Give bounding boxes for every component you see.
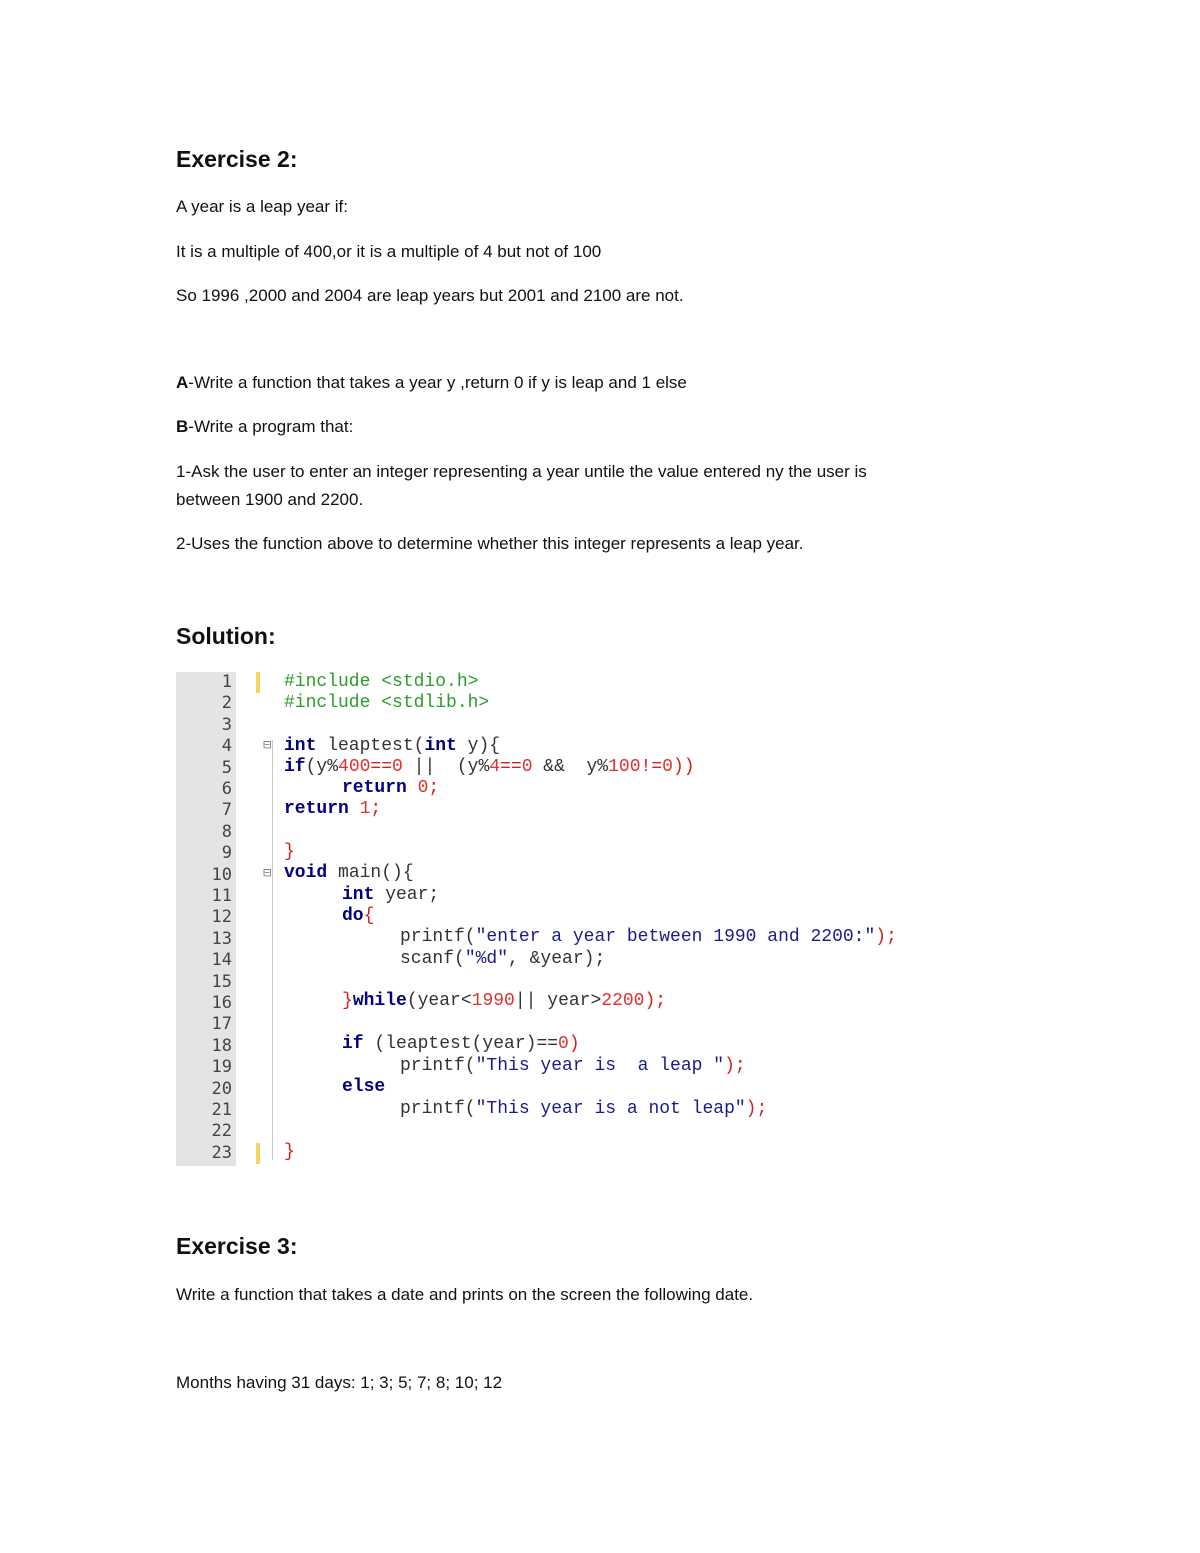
line-number: 15 (211, 972, 232, 992)
line-number: 6 (221, 779, 232, 799)
code-line-20: else (342, 1077, 386, 1097)
exercise-3-title: Exercise 3: (176, 1233, 298, 1259)
line-number: 7 (221, 800, 232, 820)
fold-collapse-icon: ⊟ (263, 865, 272, 881)
line-number: 22 (211, 1121, 232, 1141)
line-number: 23 (211, 1143, 232, 1163)
code-line-2: #include <stdlib.h> (284, 693, 490, 713)
code-line-16: }while(year<1990|| year>2200); (342, 991, 667, 1011)
line-number: 17 (211, 1014, 232, 1034)
line-number: 21 (211, 1100, 232, 1120)
code-line-9: } (284, 842, 295, 862)
step-1-line-1: 1-Ask the user to enter an integer representing a year untile the value entered ny the user is (176, 462, 867, 481)
change-marker-bottom (256, 1143, 260, 1164)
line-number: 5 (221, 758, 232, 778)
code-line-18: if (leaptest(year)==0) (342, 1034, 580, 1054)
line-number: 4 (221, 736, 232, 756)
line-number: 3 (221, 715, 232, 735)
change-marker-top (256, 672, 260, 693)
part-a-label: A (176, 373, 189, 392)
code-line-19: printf("This year is a leap "); (400, 1056, 746, 1076)
line-number: 18 (211, 1036, 232, 1056)
line-number: 14 (211, 950, 232, 970)
line-number: 20 (211, 1079, 232, 1099)
line-number: 16 (211, 993, 232, 1013)
part-b-label: B (176, 417, 189, 436)
line-number: 11 (211, 886, 232, 906)
months-31-days: Months having 31 days: 1; 3; 5; 7; 8; 10; 12 (176, 1373, 503, 1392)
code-line-23: } (284, 1142, 295, 1162)
line-number: 19 (211, 1057, 232, 1077)
line-number: 1 (221, 672, 232, 692)
leap-year-examples: So 1996 ,2000 and 2004 are leap years but 2001 and 2100 are not. (176, 286, 684, 305)
line-number: 10 (211, 865, 232, 885)
line-number: 12 (211, 907, 232, 927)
leap-year-rule: It is a multiple of 400,or it is a multiple of 4 but not of 100 (176, 242, 602, 261)
line-number: 9 (221, 843, 232, 863)
code-line-6: return 0; (342, 778, 440, 798)
code-line-11: int year; (342, 885, 440, 905)
code-line-13: printf("enter a year between 1990 and 2200:"); (400, 927, 897, 947)
fold-guide (272, 740, 273, 1160)
code-line-12: do{ (342, 906, 375, 926)
code-line-21: printf("This year is a not leap"); (400, 1099, 768, 1119)
code-line-14: scanf("%d", &year); (400, 949, 606, 969)
fold-collapse-icon: ⊟ (263, 737, 272, 753)
part-b-text: -Write a program that: (188, 417, 354, 436)
step-2: 2-Uses the function above to determine whether this integer represents a leap year. (176, 534, 804, 553)
code-line-4: int leaptest(int y){ (284, 736, 501, 756)
line-number: 8 (221, 822, 232, 842)
line-number: 13 (211, 929, 232, 949)
exercise-3-text: Write a function that takes a date and prints on the screen the following date. (176, 1285, 754, 1304)
exercise-2-title: Exercise 2: (176, 146, 298, 172)
line-number: 2 (221, 693, 232, 713)
code-line-10: void main(){ (284, 863, 414, 883)
solution-title: Solution: (176, 623, 276, 649)
leap-year-intro: A year is a leap year if: (176, 197, 348, 216)
part-a-text: -Write a function that takes a year y ,return 0 if y is leap and 1 else (188, 373, 687, 392)
code-line-5: if(y%400==0 || (y%4==0 && y%100!=0)) (284, 757, 695, 777)
part-b (176, 417, 353, 437)
code-line-7: return 1; (284, 799, 382, 819)
code-line-1: #include <stdio.h> (284, 672, 479, 692)
part-a (176, 373, 687, 393)
step-1-line-2: between 1900 and 2200. (176, 490, 364, 509)
